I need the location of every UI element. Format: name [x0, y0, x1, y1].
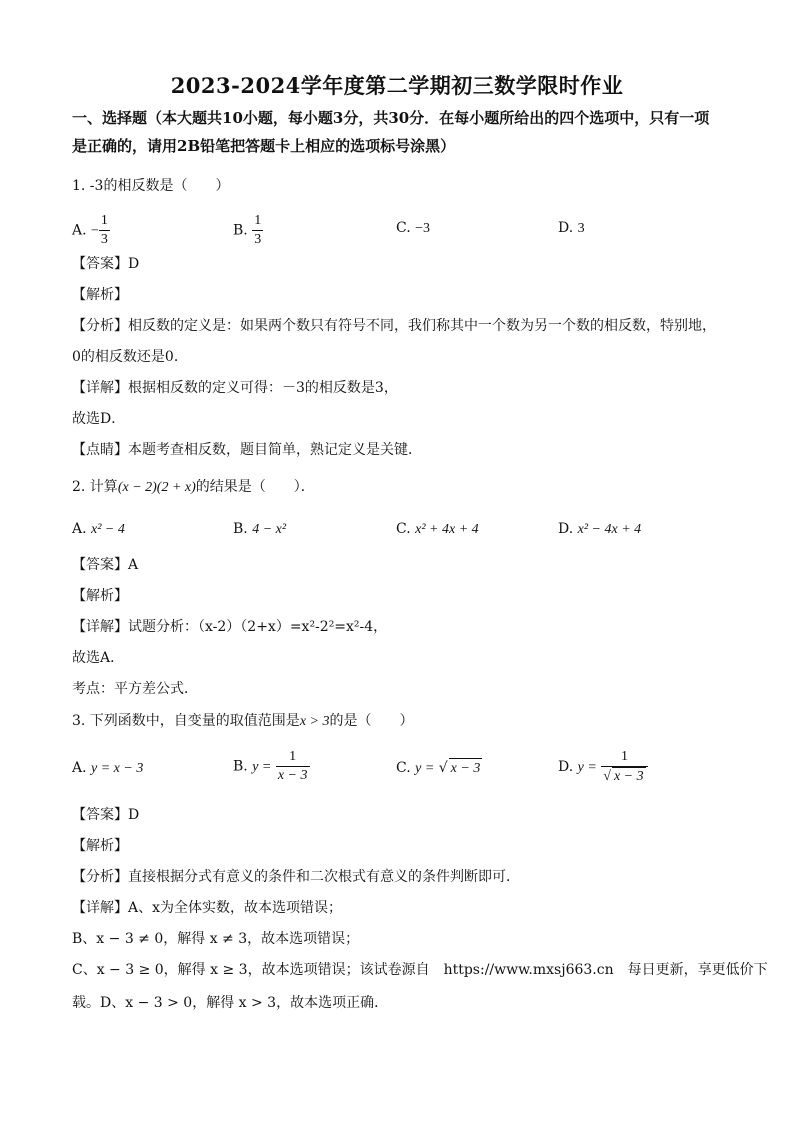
fraction: $\frac{1}{√ x - 3}$ — [601, 748, 647, 786]
q1-option-a[interactable]: A. − $\frac{1}{3}$ — [72, 213, 108, 247]
q2-answer: 【答案】A — [72, 557, 139, 573]
q2-option-b[interactable]: B. 4 − x² — [233, 521, 287, 537]
q2-option-d[interactable]: D. x² − 4x + 4 — [558, 521, 642, 537]
q3-detail-c: C、x − 3 ≥ 0，解得 x ≥ 3，故本选项错误；该试卷源自 https://www.mxsj663.cn 每日更新，享更低价下 — [72, 962, 768, 978]
q3-option-c[interactable]: C. y = √ x − 3 — [396, 758, 482, 779]
q1-analysis-1: 【分析】相反数的定义是：如果两个数只有符号不同，我们称其中一个数为另一个数的相反数，特别地， — [72, 318, 716, 334]
q2-choose: 故选A． — [72, 650, 125, 666]
fraction: $\frac{1}{x - 3}$ — [277, 749, 308, 783]
q1-option-c[interactable]: C. −3 — [396, 220, 431, 236]
q3-jiexi: 【解析】 — [72, 838, 128, 854]
q2-kaodian: 考点：平方差公式． — [72, 681, 198, 697]
q1-analysis-2: 0的相反数还是0． — [72, 349, 188, 365]
q1-detail: 【详解】根据相反数的定义可得：－3的相反数是3， — [72, 380, 398, 396]
q3-option-a[interactable]: A. y = x − 3 — [72, 760, 144, 776]
q3-answer: 【答案】D — [72, 807, 140, 823]
q2-option-a[interactable]: A. x² − 4 — [72, 521, 125, 537]
q1-option-b[interactable]: B. $\frac{1}{3}$ — [233, 213, 262, 247]
q3-stem: 3. 下列函数中，自变量的取值范围是x > 3的是（ ） — [72, 713, 414, 729]
q3-detail-d: 载。D、x − 3 > 0，解得 x > 3，故本选项正确． — [72, 995, 389, 1011]
section-heading: 一、选择题（本大题共10小题，每小题3分，共30分．在每小题所给出的四个选项中，只有一项是正确的，请用2B铅笔把答题卡上相应的选项标号涂黑） — [72, 109, 710, 155]
q3-detail-b: B、x − 3 ≠ 0，解得 x ≠ 3，故本选项错误； — [72, 931, 360, 947]
q1-choose: 故选D． — [72, 411, 126, 427]
radical-sign: √ — [603, 769, 611, 784]
q3-option-d[interactable]: D. y = $\frac{1}{√ x - 3}$ — [558, 748, 648, 786]
q2-jiexi: 【解析】 — [72, 588, 128, 604]
q1-answer: 【答案】D — [72, 256, 140, 272]
q1-stem: 1. -3的相反数是（ ） — [72, 178, 230, 194]
q3-detail-a: 【详解】A、x为全体实数，故本选项错误； — [72, 900, 343, 916]
q1-comment: 【点睛】本题考查相反数，题目简单，熟记定义是关键． — [72, 442, 422, 458]
fraction: $\frac{1}{3}$ — [100, 213, 108, 247]
q2-stem: 2. 计算(x − 2)(2 + x)的结果是（ ）． — [72, 479, 315, 495]
q2-option-c[interactable]: C. x² + 4x + 4 — [396, 521, 479, 537]
radical-sign: √ — [438, 760, 448, 776]
q1-option-d[interactable]: D. 3 — [558, 220, 585, 236]
q3-option-b[interactable]: B. y = $\frac{1}{x - 3}$ — [233, 749, 308, 783]
q1-jiexi: 【解析】 — [72, 287, 128, 303]
page-title: 2023-2024学年度第二学期初三数学限时作业 — [170, 73, 624, 98]
q2-detail: 【详解】试题分析：（x-2）（2+x）=x²-2²=x²-4， — [72, 619, 388, 635]
q3-analysis: 【分析】直接根据分式有意义的条件和二次根式有意义的条件判断即可． — [72, 869, 520, 885]
fraction: $\frac{1}{3}$ — [254, 213, 262, 247]
